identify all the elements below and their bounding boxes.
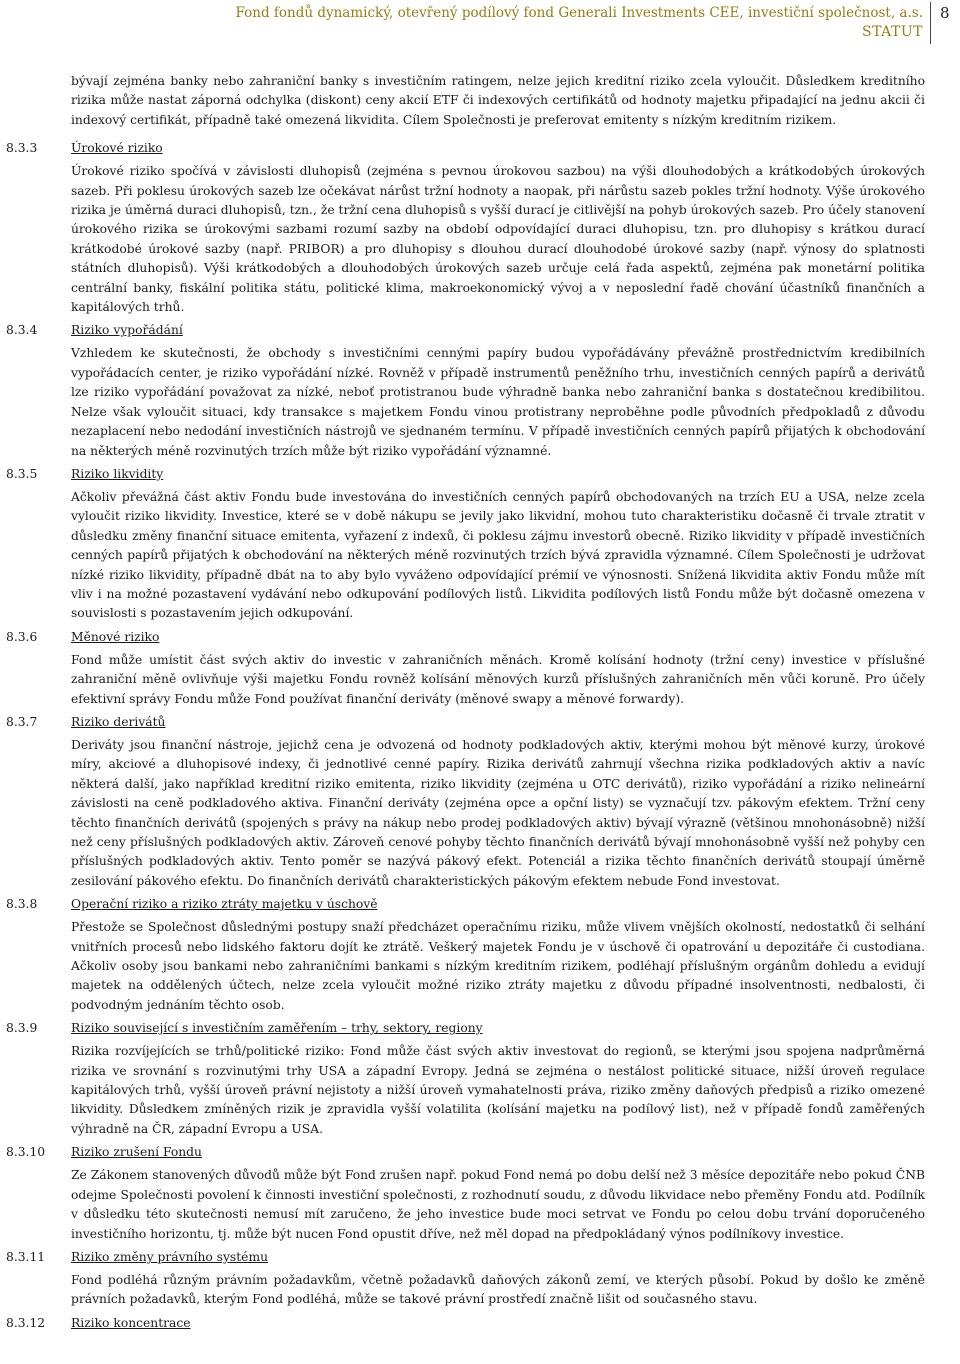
section-heading	[0, 628, 960, 647]
section-heading	[0, 465, 960, 484]
section-number: 8.3.9	[6, 1021, 38, 1036]
section-8-3-10	[0, 1143, 960, 1244]
section-heading	[0, 321, 960, 340]
section-title: Měnové riziko	[71, 629, 160, 644]
section-number: 8.3.7	[6, 714, 38, 729]
section-heading	[0, 895, 960, 914]
section-8-3-6	[0, 628, 960, 709]
section-title: Riziko změny právního systému	[71, 1249, 269, 1264]
section-paragraph: Vzhledem ke skutečnosti, že obchody s investičními cennými papíry budou vypořádávány převážně prostřednictvím kredibilních vypořádacích center, je riziko vypořádání nízké. Rovněž v případě instrumentů peněžního trhu, investičních cenných papírů a derivátů lze riziko vypořádání považovat za nízké, neboť protistranou bude výhradně banka nebo zahraniční banka s dostatečnou kredibilitou. Nelze však vyloučit situaci, kdy transakce s majetkem Fondu vinou protistrany neproběhne podle původních předpokladů z důvodu nezaplacení nebo nedodání investičních nástrojů ve sjednaném termínu. V případě investičních cenných papírů přijatých k obchodování na některých méně rozvinutých trzích může být riziko vypořádání významné.	[71, 346, 925, 458]
section-heading	[0, 1143, 960, 1162]
section-title: Úrokové riziko	[71, 141, 163, 156]
section-8-3-12	[0, 1314, 960, 1333]
section-title: Riziko zrušení Fondu	[71, 1145, 202, 1160]
section-paragraph: Ačkoliv převážná část aktiv Fondu bude investována do investičních cenných papírů obchodovaných na trzích EU a USA, nelze zcela vyloučit riziko likvidity. Investice, které se v době nákupu se jevily jako likvidní, mohou tuto charakteristiku dočasně či trvale ztratit v důsledku změny finanční situace emitenta, vyřazení z indexů, či poklesu zájmu investorů obecně. Riziko likvidity v případě investičních cenných papírů přijatých k obchodování na některých méně rozvinutých trzích bývá zpravidla významné. Cílem Společnosti je udržovat nízké riziko likvidity, případně dbát na to aby bylo vyváženo odpovídající prémií ve výnosnosti. Snížená likvidita aktiv Fondu může mít vliv i na možné pozastavení vydávání nebo odkupování podílových listů. Likvidita podílových listů Fondu může být dočasně omezena v souvislosti s pozastavením jejich odkupování.	[71, 489, 925, 621]
section-8-3-4	[0, 321, 960, 460]
page-header	[0, 0, 960, 46]
section-paragraph: Fond podléhá různým právním požadavkům, včetně požadavků daňových zákonů zemí, ve kterých působí. Pokud by došlo ke změně právních požadavků, kterým Fond podléhá, může se takové právní prostředí značně lišit od současného stavu.	[71, 1272, 925, 1307]
section-paragraph: Deriváty jsou finanční nástroje, jejichž cena je odvozená od hodnoty podkladových aktiv, kterými mohou být měnové kurzy, úrokové míry, akciové a dluhopisové indexy, či jednotlivé cenné papíry. Rizika derivátů zahrnují všechna rizika podkladových aktiv a navíc některá další, jako například kreditní riziko emitenta, riziko likvidity (zejména u OTC derivátů), riziko vypořádání a riziko nelineární závislosti na ceně podkladového aktiva. Finanční deriváty (zejména opce a opční listy) se vyznačují tzv. pákovým efektem. Tržní ceny těchto finančních derivátů (spojených s právy na nákup nebo prodej podkladových aktiv) bývají výrazně (většinou mnohonásobně) nižší než ceny příslušných podkladových aktiv. Zároveň cenové pohyby těchto finančních derivátů bývají mnohonásobně vyšší než pohyby cen příslušných podkladových aktiv. Tento poměr se nazývá pákový efekt. Potenciál a rizika těchto finančních derivátů stoupají úměrně zesilování pákového efektu. Do finančních derivátů charakteristických pákovým efektem nebude Fond investovat.	[71, 737, 925, 888]
section-8-3-11	[0, 1248, 960, 1310]
company-name: Fond fondů dynamický, otevřený podílový fond Generali Investments CEE, investiční společnost, a.s.	[235, 5, 923, 21]
section-title: Riziko související s investičním zaměřením – trhy, sektory, regiony	[71, 1021, 483, 1036]
section-title: Operační riziko a riziko ztráty majetku v úschově	[71, 897, 378, 912]
section-heading	[0, 1019, 960, 1038]
section-paragraph: Ze Zákonem stanovených důvodů může být Fond zrušen např. pokud Fond nemá po dobu delší než 3 měsíce depozitáře nebo pokud ČNB odejme Společnosti povolení k činnosti investiční společnosti, z rozhodnutí soudu, z důvodu likvidace nebo přeměny Fondu atd. Podílník v důsledku této skutečnosti nemusí mít zaručeno, že jeho investice bude moci setrvat ve Fondu po celou dobu trvání doporučeného investičního horizontu, tj. může být nucen Fond opustit dříve, než měl dopad na předpokládaný výnos podílníkovy investice.	[71, 1168, 925, 1241]
section-paragraph: Úrokové riziko spočívá v závislosti dluhopisů (zejména s pevnou úrokovou sazbou) na výši dlouhodobých a krátkodobých úrokových sazeb. Při poklesu úrokových sazeb lze očekávat nárůst tržní hodnoty a naopak, při nárůstu sazeb pokles tržní hodnoty. Výše úrokového rizika je úměrná duraci dluhopisů, tzn., že tržní cena dluhopisů s vyšší durací je citlivější na pohyb úrokových sazeb. Pro účely stanovení úrokového rizika se úrokovými sazbami rozumí sazby na období odpovídající duraci dluhopisu, tzn. pro dluhopisy s krátkou durací krátkodobé úrokové sazby (např. PRIBOR) a pro dluhopisy s dlouhou durací dlouhodobé úrokové sazby (např. výnosy do splatnosti státních dluhopisů). Výši krátkodobých a dlouhodobých úrokových sazeb určuje celá řada aspektů, zejména pak monetární politika centrální banky, fiskální politika státu, politické klima, makroekonomický vývoj a v neposlední řadě chování účastníků finančních a kapitálových trhů.	[71, 164, 925, 315]
section-title: Riziko koncentrace	[71, 1315, 191, 1330]
intro-paragraph: bývají zejména banky nebo zahraniční banky s investičním ratingem, nelze jejich kreditní riziko zcela vyloučit. Důsledkem kreditního rizika může nastat záporná odchylka (diskont) ceny akcií ETF či indexových certifikátů od hodnoty majetku připadající na jednu akcii či indexový certifikát, případně také omezená likvidita. Cílem Společnosti je preferovat emitenty s nízkým kreditním rizikem.	[71, 74, 925, 127]
section-number: 8.3.10	[6, 1145, 46, 1160]
section-8-3-8	[0, 895, 960, 1015]
section-number: 8.3.5	[6, 466, 38, 481]
section-8-3-7	[0, 713, 960, 891]
section-paragraph: Přestože se Společnost důslednými postupy snaží předcházet operačnímu riziku, může vlivem vnějších okolností, nedostatků či selhání vnitřních procesů nebo lidského faktoru dojít ke ztrátě. Veškerý majetek Fondu je v úschově či opatrování u depozitáře či custodiana. Ačkoliv osoby jsou bankami nebo zahraničními bankami s nízkým kreditním rizikem, podléhají příslušným orgánům dohledu a evidují majetek na oddělených účtech, nelze zcela vyloučit možné riziko ztráty majetku z důvodu případné insolventnosti, nedbalosti, či podvodným jednáním těchto osob.	[71, 920, 925, 1012]
section-title: Riziko vypořádání	[71, 323, 183, 338]
section-title: Riziko likvidity	[71, 466, 164, 481]
section-8-3-5	[0, 465, 960, 624]
section-heading	[0, 1248, 960, 1267]
document-body	[0, 72, 960, 1337]
section-8-3-9	[0, 1019, 960, 1139]
section-number: 8.3.3	[6, 141, 38, 156]
section-heading	[0, 139, 960, 158]
section-number: 8.3.11	[6, 1249, 46, 1264]
document-type: STATUT	[862, 24, 923, 40]
section-title: Riziko derivátů	[71, 714, 166, 729]
section-number: 8.3.4	[6, 323, 38, 338]
section-8-3-3	[0, 139, 960, 317]
section-number: 8.3.8	[6, 897, 38, 912]
section-number: 8.3.12	[6, 1315, 46, 1330]
header-divider	[930, 2, 931, 44]
section-heading	[0, 713, 960, 732]
page-number: 8	[940, 4, 950, 22]
section-paragraph: Rizika rozvíjejících se trhů/politické riziko: Fond může část svých aktiv investovat do regionů, se kterými jsou spojena nadprůměrná rizika ve srovnání s rozvinutými trhy USA a západní Evropy. Jedná se zejména o nestálost politické situace, nižší úroveň regulace kapitálových trhů, vyšší úroveň právní nejistoty a nižší úroveň vymahatelnosti práva, riziko změny daňových předpisů a riziko omezené likvidity. Důsledkem zmíněných rizik je zpravidla vyšší volatilita (kolísání majetku na podílový list), než v případě fondů zaměřených výhradně na ČR, západní Evropu a USA.	[71, 1044, 925, 1136]
section-number: 8.3.6	[6, 629, 38, 644]
section-heading	[0, 1314, 960, 1333]
section-paragraph: Fond může umístit část svých aktiv do investic v zahraničních měnách. Kromě kolísání hodnoty (tržní ceny) investice v příslušné zahraniční měně ovlivňuje výši majetku Fondu rovněž kolísání měnových kurzů příslušných zahraničních měn vůči koruně. Pro účely efektivní správy Fondu může Fond používat finanční deriváty (měnové swapy a měnové forwardy).	[71, 652, 925, 706]
